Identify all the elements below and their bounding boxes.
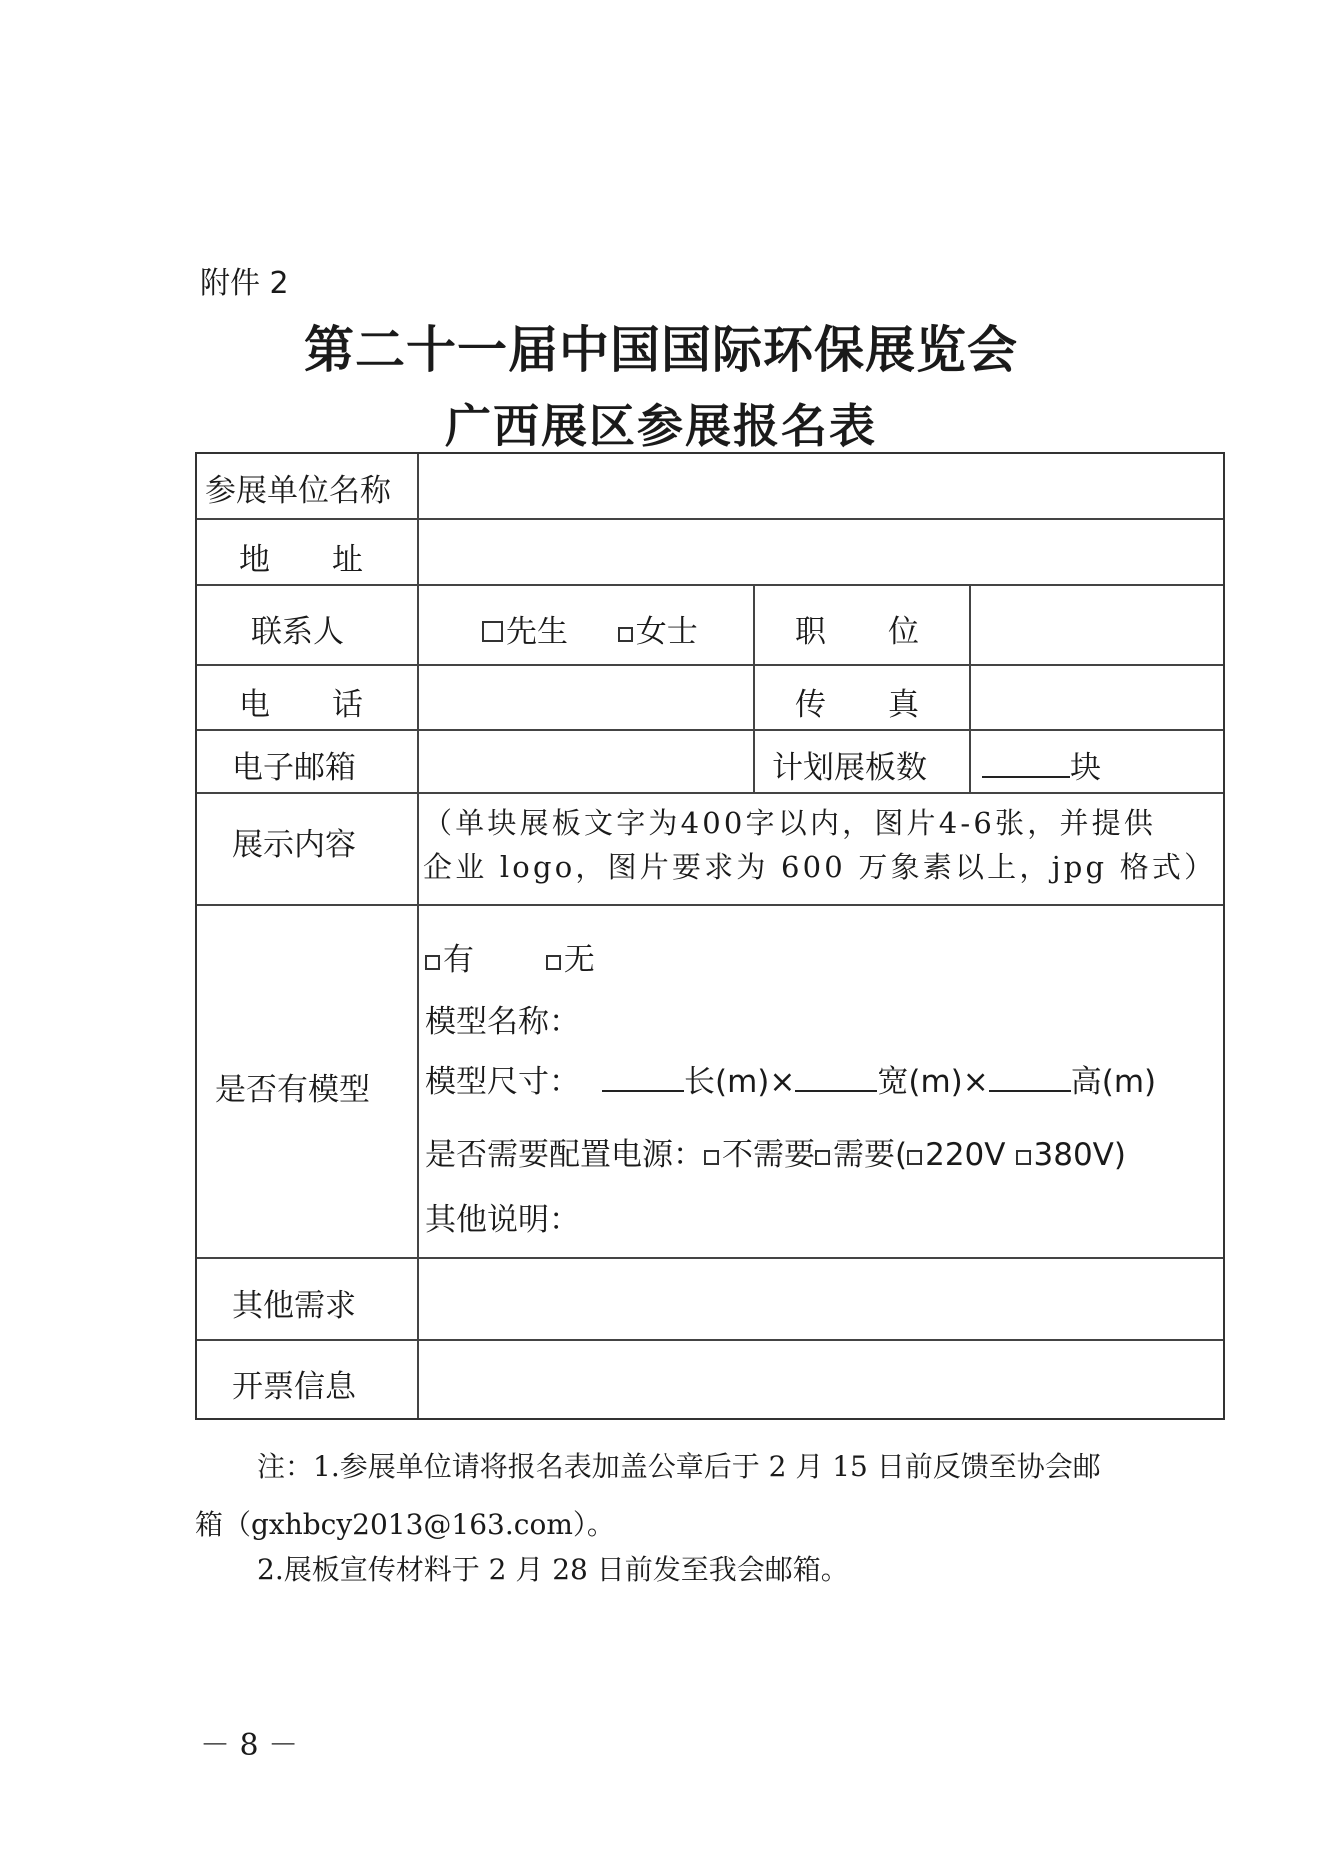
phone-field[interactable] <box>419 666 753 729</box>
invoice-info-label: 开票信息 <box>232 1369 356 1405</box>
annex-label: 附件 2 <box>200 266 289 301</box>
power-yes-label: 需要( <box>833 1137 908 1173</box>
model-no-checkbox[interactable] <box>546 955 561 970</box>
model-name-label: 模型名称： <box>425 1004 580 1040</box>
model-no-label: 无 <box>563 942 595 978</box>
power-380-label: 380V) <box>1033 1137 1126 1173</box>
model-yes-option[interactable] <box>425 942 474 978</box>
model-size-label: 模型尺寸： <box>425 1064 580 1100</box>
mr-option-label: 先生 <box>506 614 568 650</box>
row-divider <box>197 904 1223 906</box>
position-field[interactable] <box>971 586 1223 664</box>
power-yes-checkbox[interactable] <box>815 1150 830 1165</box>
other-notes-label: 其他说明： <box>425 1202 580 1238</box>
mr-checkbox[interactable] <box>482 621 503 642</box>
note-line-3: 2.展板宣传材料于 2 月 28 日前发至我会邮箱。 <box>257 1553 849 1586</box>
contact-label: 联系人 <box>251 614 344 650</box>
column-divider <box>753 584 755 792</box>
power-380-checkbox[interactable] <box>1016 1150 1031 1165</box>
power-220-checkbox[interactable] <box>907 1150 922 1165</box>
note-line-1: 注：1.参展单位请将报名表加盖公章后于 2 月 15 日前反馈至协会邮 <box>257 1450 1101 1483</box>
email-field[interactable] <box>419 731 753 792</box>
company-name-label: 参展单位名称 <box>205 473 391 509</box>
power-220-option[interactable] <box>907 1137 1005 1173</box>
model-size-row <box>425 1056 1156 1101</box>
length-unit: 长(m)× <box>684 1064 796 1100</box>
other-needs-label: 其他需求 <box>232 1288 356 1324</box>
display-content-label: 展示内容 <box>232 827 356 863</box>
width-blank[interactable] <box>795 1088 877 1092</box>
power-no-checkbox[interactable] <box>704 1150 719 1165</box>
width-unit: 宽(m)× <box>877 1064 989 1100</box>
display-content-line2: 企业 logo，图片要求为 600 万象素以上，jpg 格式） <box>423 850 1217 884</box>
model-no-option[interactable] <box>546 942 595 978</box>
position-label: 职 位 <box>795 614 919 650</box>
address-field[interactable] <box>419 520 1223 584</box>
model-label: 是否有模型 <box>215 1072 370 1108</box>
phone-label: 电 话 <box>239 687 363 723</box>
row-divider <box>197 792 1223 794</box>
boards-unit: 块 <box>1070 750 1101 786</box>
power-no-option[interactable] <box>704 1137 815 1173</box>
power-220-label: 220V <box>925 1137 1006 1173</box>
address-label: 地 址 <box>239 542 363 578</box>
ms-checkbox[interactable] <box>618 627 633 642</box>
email-label: 电子邮箱 <box>232 750 356 786</box>
power-380-option[interactable] <box>1016 1137 1126 1173</box>
note-line-2: 箱（gxhbcy2013@163.com）。 <box>195 1508 615 1541</box>
registration-form-table <box>195 452 1225 1420</box>
page-subtitle: 广西展区参展报名表 <box>445 399 877 453</box>
company-name-field[interactable] <box>419 454 1223 518</box>
power-yes-option[interactable] <box>815 1137 907 1173</box>
model-yes-label: 有 <box>443 942 474 978</box>
power-row <box>425 1129 1126 1174</box>
boards-label: 计划展板数 <box>772 750 927 786</box>
gender-options <box>482 606 698 651</box>
boards-blank[interactable] <box>982 774 1070 778</box>
fax-field[interactable] <box>971 666 1223 729</box>
invoice-info-field[interactable] <box>419 1341 1223 1418</box>
display-content-line1: （单块展板文字为400字以内，图片4-6张，并提供 <box>423 806 1157 840</box>
boards-field[interactable] <box>982 742 1101 787</box>
other-needs-field[interactable] <box>419 1259 1223 1339</box>
height-blank[interactable] <box>989 1088 1071 1092</box>
model-options <box>425 934 595 979</box>
power-no-label: 不需要 <box>722 1137 815 1173</box>
height-unit: 高(m) <box>1070 1064 1157 1100</box>
ms-option[interactable] <box>618 614 698 650</box>
power-label: 是否需要配置电源： <box>425 1137 704 1173</box>
length-blank[interactable] <box>602 1088 684 1092</box>
ms-option-label: 女士 <box>635 614 698 650</box>
page-title: 第二十一届中国国际环保展览会 <box>304 320 1018 379</box>
model-yes-checkbox[interactable] <box>425 955 440 970</box>
page-number: － 8 － <box>200 1728 299 1763</box>
fax-label: 传 真 <box>795 687 919 723</box>
mr-option[interactable] <box>482 614 568 650</box>
